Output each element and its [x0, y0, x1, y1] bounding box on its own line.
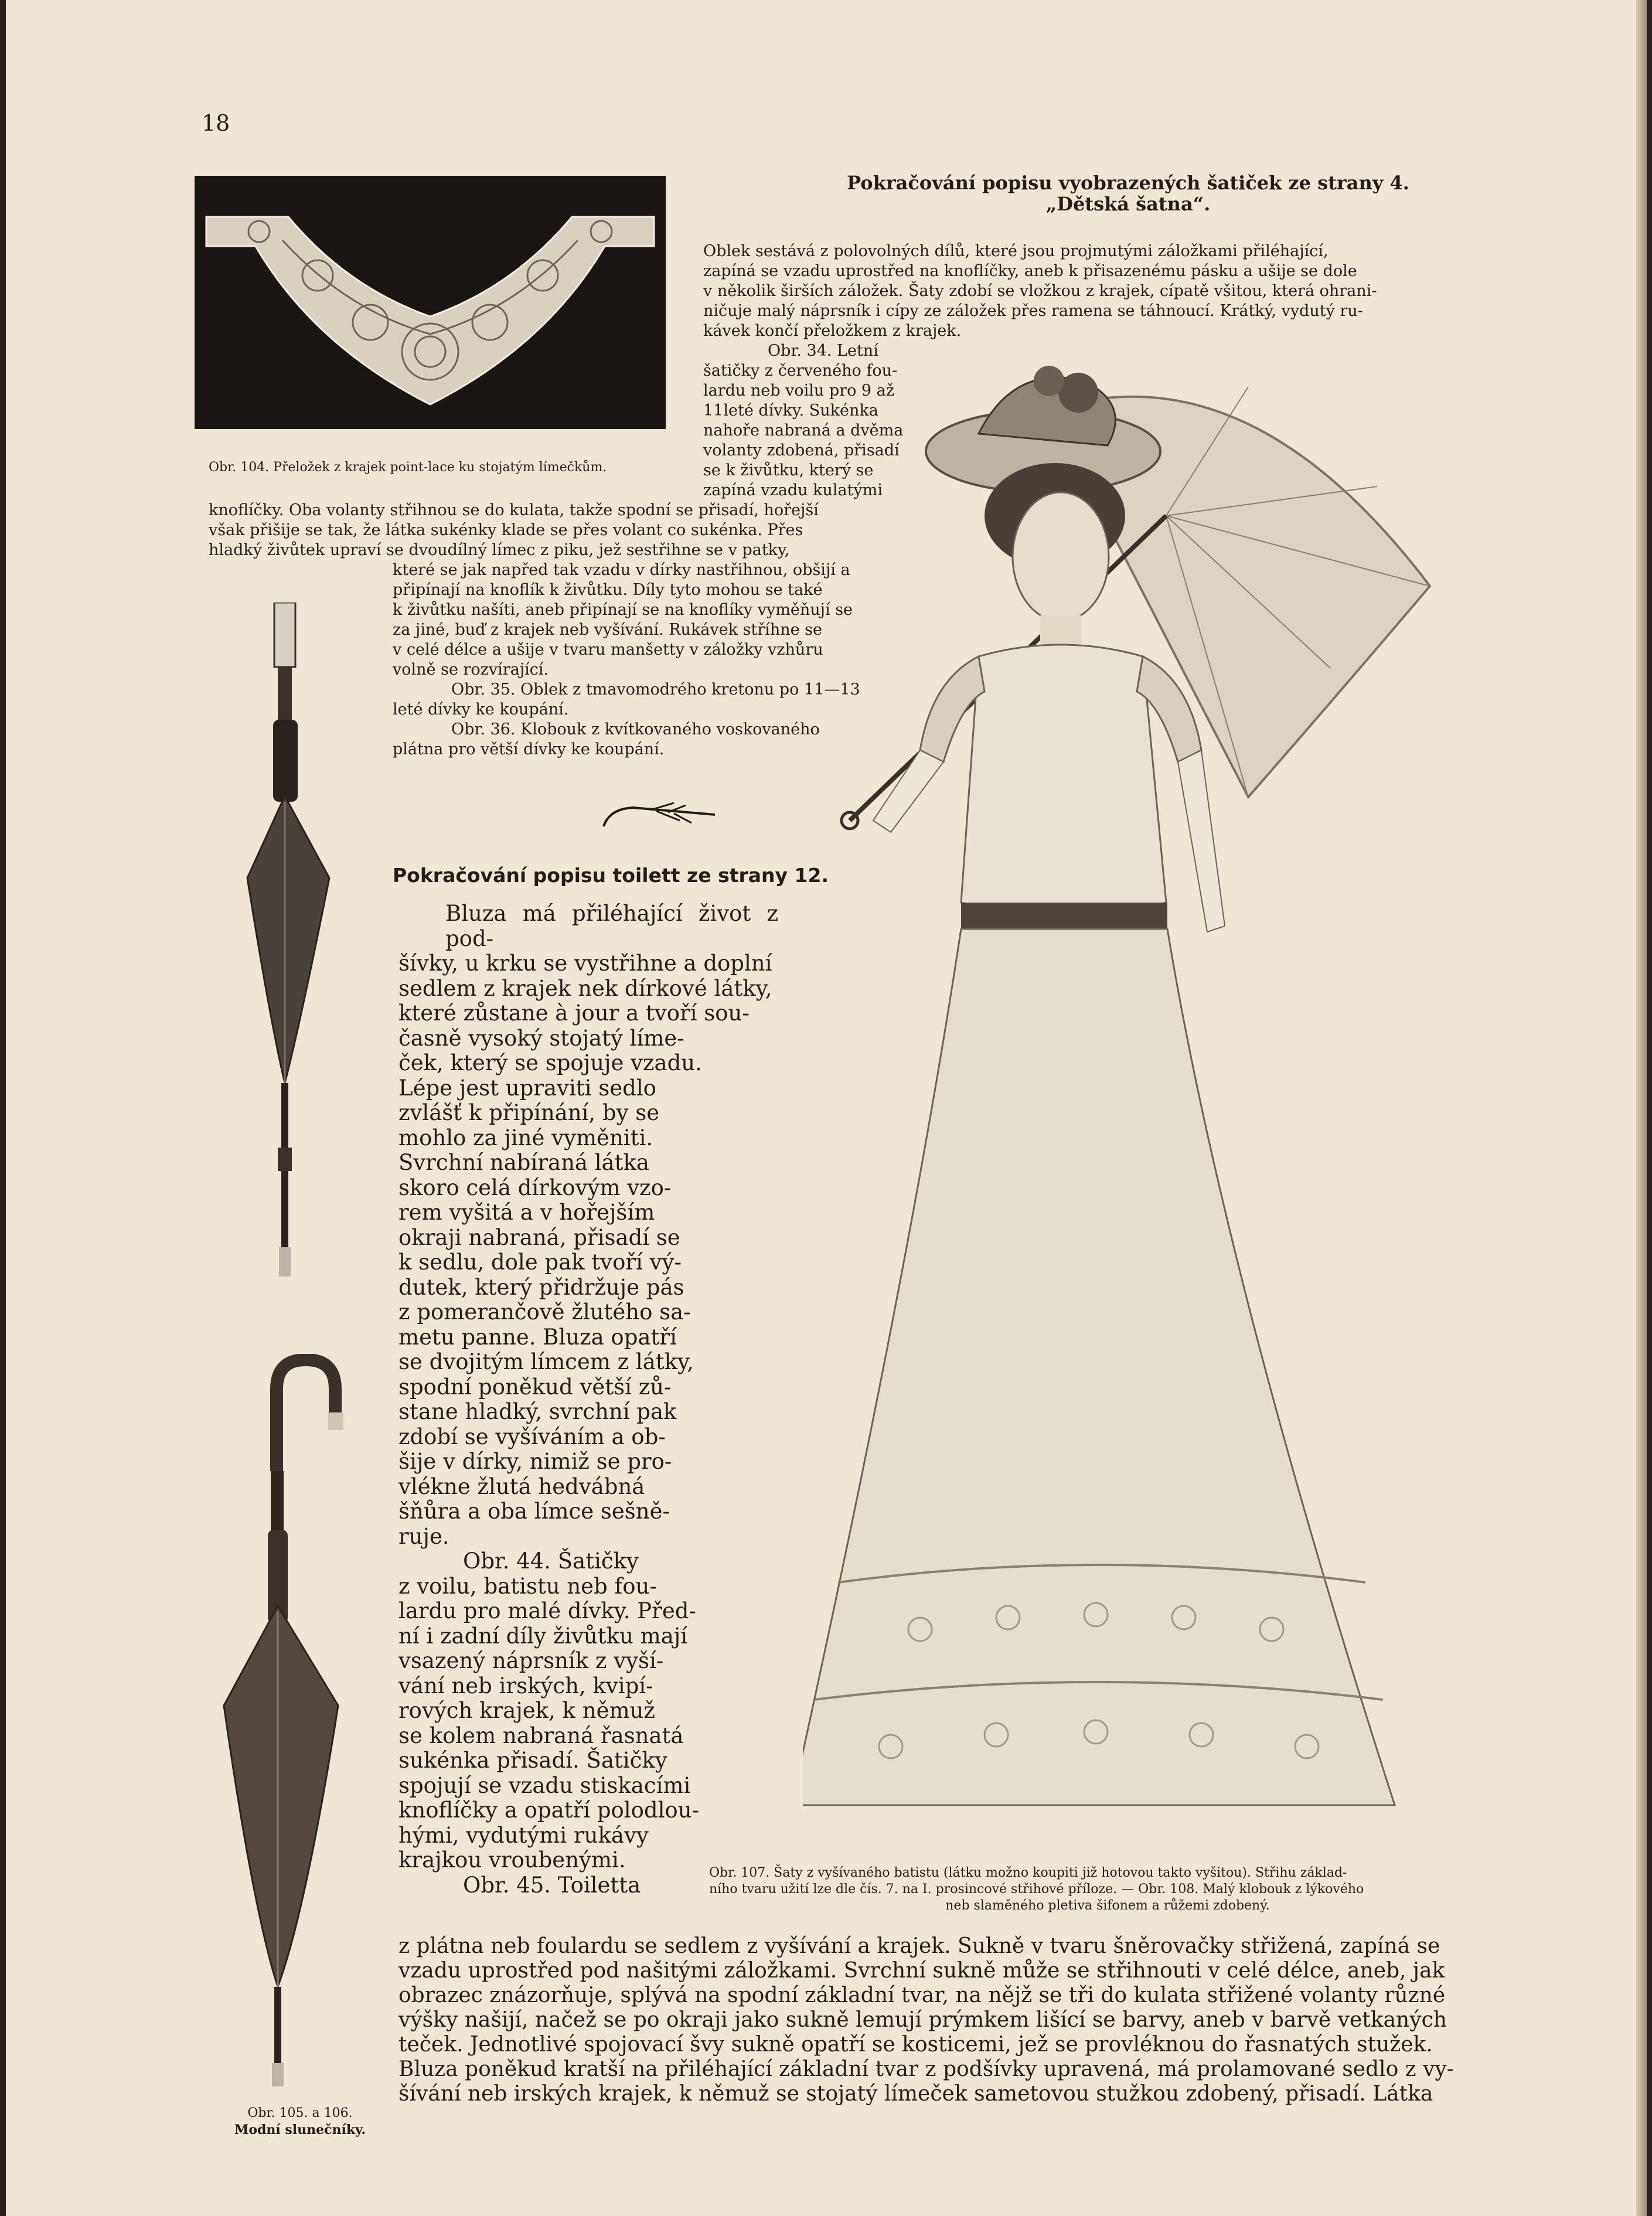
text-line: šívky, u krku se vystřihne a doplní	[398, 951, 772, 976]
dress-with-parasol-illustration	[803, 340, 1503, 1840]
text-line: kávek končí přeložkem z krajek.	[703, 322, 962, 340]
text-line: zdobí se vyšíváním a ob-	[398, 1424, 666, 1449]
text-line: krajkou vroubenými.	[398, 1847, 626, 1873]
text-line: připínají na knoflík k živůtku. Díly tyto mohou se také	[393, 581, 823, 599]
text-line: obrazec znázorňuje, splývá na spodní základní tvar, na nějž se tři do kulata střižené volanty různé	[398, 1983, 1446, 2007]
magazine-page	[6, 0, 1647, 2216]
text-line: vsazený náprsník z vyší-	[398, 1648, 664, 1673]
text-line: rem vyšitá a v hořejším	[398, 1200, 655, 1225]
text-line: které zůstane à jour a tvoří sou-	[398, 1000, 750, 1026]
text-line: se k živůtku, který se	[703, 461, 874, 479]
text-line: Obr. 35. Oblek z tmavomodrého kretonu po 11—13	[451, 680, 860, 699]
text-line: vzadu uprostřed pod našitými záložkami. Svrchní sukně může se střihnouti v celé délce, aneb, jak	[398, 1959, 1445, 1983]
page-number: 18	[202, 110, 230, 136]
page-edge	[1636, 0, 1647, 2216]
text-line: lardu neb voilu pro 9 až	[703, 382, 894, 400]
text-line: šije v dírky, nimiž se pro-	[398, 1449, 672, 1474]
text-line: vlékne žlutá hedvábná	[398, 1473, 645, 1499]
closed-umbrella-illustration	[236, 602, 341, 1282]
text-line: Obr. 36. Klobouk z kvítkovaného voskovaného	[451, 720, 820, 738]
fig107-caption	[709, 1865, 1506, 1914]
text-line: ruje.	[398, 1523, 449, 1549]
text-line: sukénka přisadí. Šatičky	[398, 1748, 667, 1773]
text-line: však přišije se tak, že látka sukénky klade se přes volant co sukénka. Přes	[209, 521, 803, 539]
text-line: se dvojitým límcem z látky,	[398, 1349, 694, 1374]
ornament-illustration	[598, 797, 727, 832]
text-line: zapíná se vzadu uprostřed na knoflíčky, aneb k přisazenému pásku a ušije se dole	[703, 262, 1357, 280]
fig104-caption: Obr. 104. Přeložek z krajek point-lace ku stojatým límečkům.	[209, 460, 607, 475]
text-line: z plátna neb foulardu se sedlem z vyšívání a krajek. Sukně v tvaru šněrovačky střižená, zapíná se	[398, 1934, 1440, 1958]
text-line: spodní poněkud větší zů-	[398, 1374, 672, 1400]
text-line: Oblek sestává z polovolných dílů, které jsou projmutými záložkami přiléhající,	[703, 242, 1329, 260]
text-line: v několik širších záložek. Šaty zdobí se vložkou z krajek, cípatě všitou, která ohrani-	[703, 282, 1377, 300]
text-line: se kolem nabraná řasnatá	[398, 1723, 684, 1748]
text-line: Obr. 34. Letní	[768, 342, 878, 360]
text-line: 11leté dívky. Sukénka	[703, 401, 878, 420]
text-line: Bluza poněkud kratší na přiléhající základní tvar z podšívky upravená, má prolamované sedlo z vy-	[398, 2057, 1454, 2081]
section1-wide-paragraph	[703, 241, 1506, 341]
text-line: hladký živůtek upraví se dvoudílný límec z piku, jež sestřihne se v patky,	[209, 541, 790, 559]
text-line: skoro celá dírkovým vzo-	[398, 1175, 672, 1200]
text-line: Svrchní nabíraná látka	[398, 1150, 649, 1175]
fig105-106-caption-line2: Modní slunečníky.	[234, 2122, 366, 2137]
caption-line: neb slaměného pletiva šifonem a růžemi zdobený.	[945, 1898, 1270, 1913]
text-line: zapíná vzadu kulatými	[703, 481, 883, 499]
text-line: mohlo za jiné vyměniti.	[398, 1125, 653, 1150]
text-line: plátna pro větší dívky ke koupání.	[393, 740, 665, 758]
text-line: okraji nabraná, přisadí se	[398, 1224, 680, 1250]
text-line: šatičky z červeného fou-	[703, 362, 898, 380]
closed-umbrella-figure	[236, 602, 341, 1282]
text-line: vání neb irských, kvipí-	[398, 1673, 653, 1698]
caption-line: Obr. 107. Šaty z vyšívaného batistu (látku možno koupiti již hotovou takto vyšitou). Střihu základ-	[709, 1866, 1347, 1880]
section2-bottom-paragraph	[398, 1934, 1506, 2106]
text-line: rových krajek, k němuž	[398, 1698, 655, 1723]
text-line: Obr. 45. Toiletta	[463, 1872, 641, 1898]
text-line: z voilu, batistu neb fou-	[398, 1573, 657, 1599]
section2-column	[398, 901, 778, 1898]
text-line: za jiné, buď z krajek neb vyšívání. Rukávek stříhne se	[393, 621, 822, 639]
text-line: výšky našijí, načež se po okraji jako sukně lemují prýmkem lišící se barvy, aneb v barvě vetkaných	[398, 2008, 1447, 2032]
text-line: knoflíčky a opatří polodlou-	[398, 1798, 700, 1823]
text-line: šňůra a oba límce sešně-	[398, 1499, 670, 1524]
dress-with-parasol-figure	[803, 340, 1503, 1840]
hooked-umbrella-illustration	[212, 1354, 353, 2092]
fig105-106-caption-line1: Obr. 105. a 106.	[247, 2106, 353, 2120]
section1-heading-line2: „Dětská šatna“.	[1045, 193, 1211, 215]
lace-collar-figure	[195, 176, 666, 429]
text-line: lardu pro malé dívky. Před-	[398, 1598, 696, 1623]
text-line: metu panne. Bluza opatří	[398, 1324, 677, 1350]
section2-heading: Pokračování popisu toilett ze strany 12.	[393, 864, 829, 887]
text-line: dutek, který přidržuje pás	[398, 1274, 684, 1300]
text-line: z pomerančově žlutého sa-	[398, 1299, 691, 1325]
text-line: sedlem z krajek nek dírkové látky,	[398, 975, 772, 1001]
text-line: ničuje malý náprsník i cípy ze záložek přes ramena se táhnoucí. Krátký, vydutý ru-	[703, 302, 1363, 320]
caption-line: ního tvaru užití lze dle čís. 7. na I. prosincové střihové příloze. — Obr. 108. Malý klobouk z lýkového	[709, 1882, 1364, 1897]
text-line: stane hladký, svrchní pak	[398, 1399, 677, 1424]
text-line: k živůtku našíti, aneb připínají se na knoflíky vyměňují se	[393, 601, 853, 619]
section1-heading-line1: Pokračování popisu vyobrazených šatiček ze strany 4.	[847, 172, 1409, 194]
section1-heading	[750, 172, 1506, 215]
text-line: zvlášť k připínání, by se	[398, 1100, 660, 1125]
text-line: hými, vydutými rukávy	[398, 1822, 649, 1848]
text-line: v celé délce a ušije v tvaru manšetty v záložky vzhůru	[393, 641, 823, 659]
hooked-umbrella-figure	[212, 1354, 353, 2092]
text-line: nahoře nabraná a dvěma	[703, 421, 904, 440]
text-line: které se jak napřed tak vzadu v dírky nastřihnou, obšijí a	[393, 561, 850, 579]
text-line: teček. Jednotlivé spojovací švy sukně opatří se kosticemi, jež se provléknou do řasnatých stužek.	[398, 2033, 1433, 2057]
text-line: Obr. 44. Šatičky	[463, 1548, 639, 1574]
text-line: leté dívky ke koupání.	[393, 700, 569, 719]
text-line: k sedlu, dole pak tvoří vý-	[398, 1250, 682, 1275]
lace-collar-illustration	[195, 176, 666, 429]
text-line: volně se rozvírající.	[393, 661, 549, 679]
text-line: ní i zadní díly živůtku mají	[398, 1623, 688, 1649]
text-line: Lépe jest upraviti sedlo	[398, 1075, 656, 1101]
text-line: Bluza má přiléhající život z pod-	[445, 901, 778, 951]
ornament-divider	[598, 797, 727, 832]
text-line: volanty zdobená, přisadí	[703, 441, 900, 459]
fig105-106-caption	[229, 2105, 372, 2138]
text-line: šívání neb irských krajek, k němuž se stojatý límeček sametovou stužkou zdobený, přisadí. Látka	[398, 2082, 1433, 2106]
text-line: knoflíčky. Oba volanty střihnou se do kulata, takže spodní se přisadí, hořejší	[209, 501, 819, 519]
text-line: spojují se vzadu stiskacími	[398, 1772, 691, 1798]
text-line: časně vysoký stojatý líme-	[398, 1025, 684, 1051]
text-line: ček, který se spojuje vzadu.	[398, 1050, 702, 1075]
